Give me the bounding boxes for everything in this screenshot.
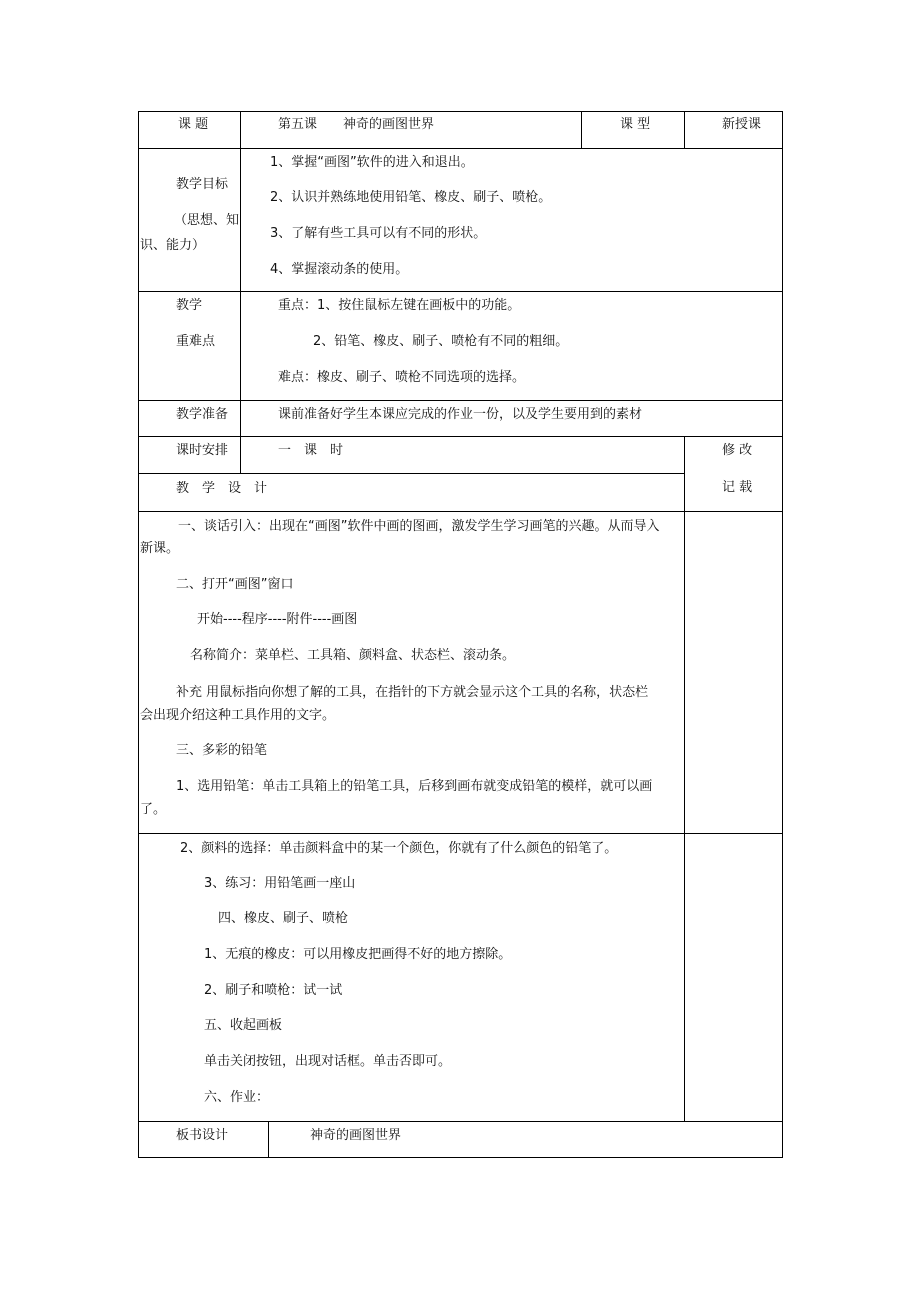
design-text: 2、颜料的选择：单击颜料盒中的某一个颜色，你就有了什么颜色的铅笔了。 [180, 841, 618, 856]
objectives-sub-label: 识、能力） [140, 238, 206, 253]
table-border-left [138, 111, 139, 1158]
preparation-value: 课前准备好学生本课应完成的作业一份，以及学生要用到的素材 [278, 407, 643, 422]
row-divider [138, 511, 783, 512]
row-divider [138, 291, 783, 292]
column-divider [684, 436, 685, 1122]
design-text: 会出现介绍这种工具作用的文字。 [140, 708, 336, 723]
schedule-label: 课时安排 [176, 443, 229, 458]
title-value: 第五课 神奇的画图世界 [278, 117, 435, 132]
design-section-title: 二、打开“画图”窗口 [176, 577, 294, 592]
design-text: 新课。 [140, 541, 180, 556]
column-divider [684, 111, 685, 149]
type-label: 课 型 [620, 117, 651, 132]
column-divider [268, 1121, 269, 1158]
design-text: 单击关闭按钮，出现对话框。单击否即可。 [204, 1054, 452, 1069]
row-divider [138, 436, 783, 437]
table-border-right [782, 111, 783, 1158]
column-divider [240, 111, 241, 437]
row-divider [138, 1121, 783, 1122]
row-divider [138, 473, 684, 474]
design-text: 2、刷子和喷枪：试一试 [204, 983, 343, 998]
row-divider [138, 400, 783, 401]
row-divider [138, 833, 783, 834]
design-section-title: 四、橡皮、刷子、喷枪 [218, 911, 349, 926]
revision-label: 修 改 [722, 443, 753, 458]
design-text: 3、练习：用铅笔画一座山 [204, 876, 356, 891]
type-value: 新授课 [722, 117, 762, 132]
preparation-label: 教学准备 [176, 407, 229, 422]
objective-item: 1、掌握“画图”软件的进入和退出。 [270, 155, 474, 170]
table-border-top [138, 111, 783, 112]
design-section-title: 三、多彩的铅笔 [176, 743, 268, 758]
schedule-value: 一 课 时 [278, 443, 344, 458]
design-section-title: 五、收起画板 [204, 1018, 283, 1033]
table-border-bottom [138, 1157, 783, 1158]
objectives-label: 教学目标 [176, 177, 229, 192]
design-text: 开始----程序----附件----画图 [197, 612, 358, 627]
objectives-sub-label: （思想、知 [174, 213, 240, 228]
design-text: 1、选用铅笔：单击工具箱上的铅笔工具，后移到画布就变成铅笔的模样，就可以画 [176, 779, 653, 794]
objective-item: 2、认识并熟练地使用铅笔、橡皮、刷子、喷枪。 [270, 190, 552, 205]
key-point-line: 2、铅笔、橡皮、刷子、喷枪有不同的粗细。 [313, 334, 569, 349]
row-divider [138, 148, 783, 149]
difficulty-line: 难点：橡皮、刷子、喷枪不同选项的选择。 [278, 370, 526, 385]
key-points-label: 教学 [176, 298, 203, 313]
board-value: 神奇的画图世界 [310, 1128, 402, 1143]
design-text: 一、谈话引入：出现在“画图”软件中画的图画，激发学生学习画笔的兴趣。从而导入 [178, 519, 660, 534]
key-points-label: 重难点 [176, 334, 216, 349]
design-text: 补充 用鼠标指向你想了解的工具，在指针的下方就会显示这个工具的名称，状态栏 [176, 685, 649, 700]
design-text: 1、无痕的橡皮：可以用橡皮把画得不好的地方擦除。 [204, 947, 512, 962]
design-text: 了。 [140, 802, 167, 817]
design-section-title: 六、作业： [204, 1090, 270, 1105]
board-label: 板书设计 [176, 1128, 229, 1143]
title-label: 课 题 [178, 117, 209, 132]
column-divider [581, 111, 582, 149]
design-text: 名称简介：菜单栏、工具箱、颜料盒、状态栏、滚动条。 [190, 648, 516, 663]
revision-label: 记 载 [722, 480, 753, 495]
objective-item: 4、掌握滚动条的使用。 [270, 262, 409, 277]
design-label: 教 学 设 计 [176, 481, 268, 496]
column-divider [240, 436, 241, 474]
objective-item: 3、了解有些工具可以有不同的形状。 [270, 226, 487, 241]
key-point-line: 重点：1、按住鼠标左键在画板中的功能。 [278, 298, 521, 313]
